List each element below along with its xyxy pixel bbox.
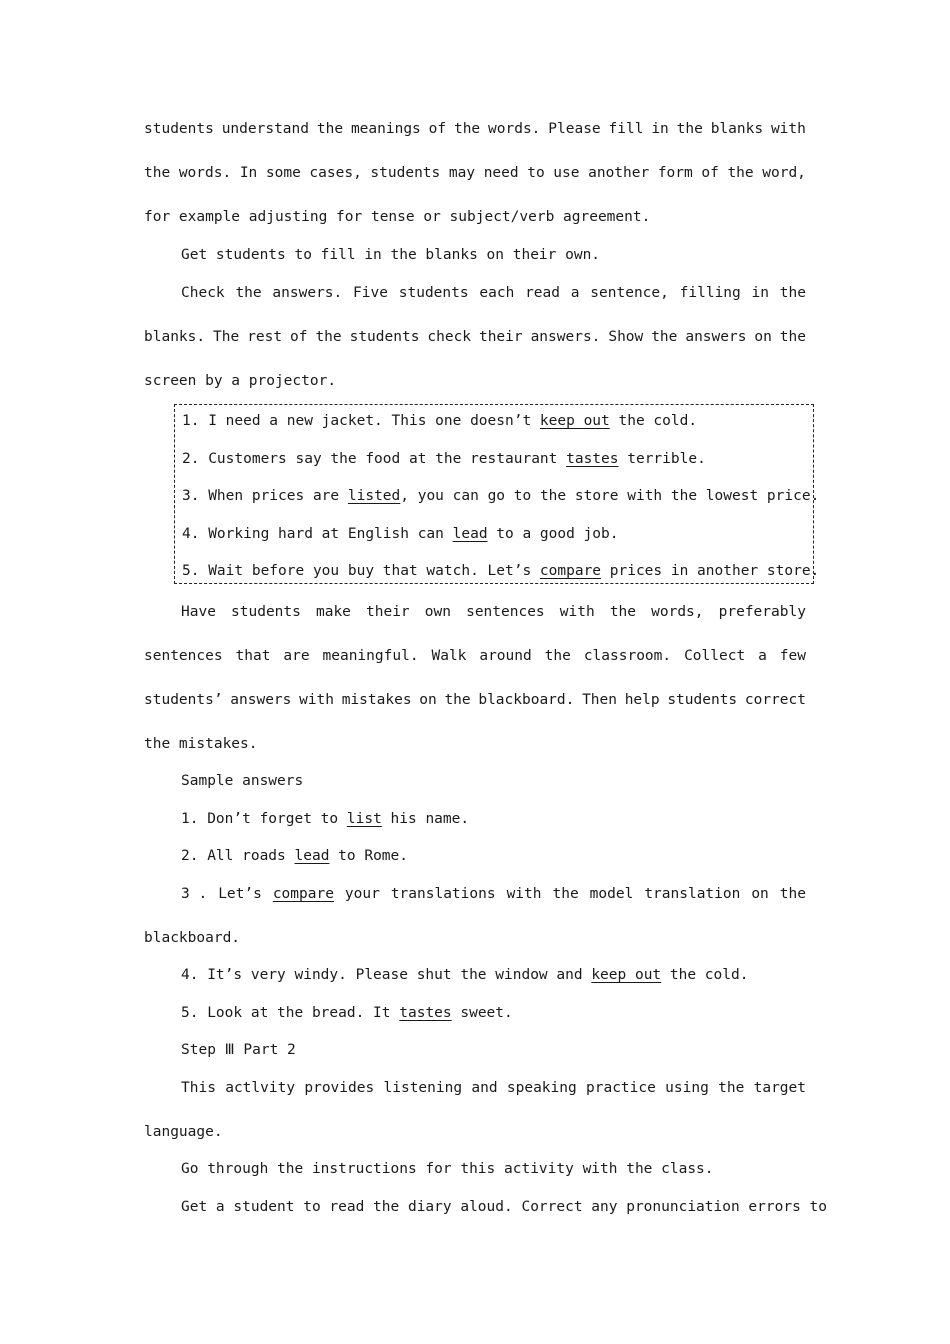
word: the bbox=[609, 604, 637, 620]
word: This bbox=[181, 1080, 216, 1096]
word: Check bbox=[181, 285, 225, 301]
para6: Go through the instructions for this activity with the class. bbox=[181, 1161, 714, 1177]
word: words. bbox=[488, 121, 541, 137]
word: with bbox=[770, 121, 806, 137]
sample-2: 2. All roads lead to Rome. bbox=[181, 848, 408, 864]
word: In bbox=[239, 165, 258, 181]
word: of bbox=[428, 121, 447, 137]
word: fill bbox=[608, 121, 644, 137]
word: on bbox=[754, 329, 772, 345]
word: Five bbox=[353, 285, 388, 301]
para4-line4: the mistakes. bbox=[144, 736, 258, 752]
word: the bbox=[718, 1080, 745, 1096]
word: with bbox=[559, 604, 595, 620]
word: students’ bbox=[144, 692, 223, 708]
word: the bbox=[316, 121, 344, 137]
word: make bbox=[315, 604, 351, 620]
word: answers. bbox=[530, 329, 601, 345]
para2: Get students to fill in the blanks on their own. bbox=[181, 247, 601, 263]
word: using bbox=[665, 1080, 709, 1096]
word: are bbox=[283, 648, 310, 664]
word: on bbox=[751, 886, 769, 902]
word: word, bbox=[762, 165, 806, 181]
sample-heading: Sample answers bbox=[181, 773, 304, 789]
word: Collect bbox=[684, 648, 746, 664]
word: of bbox=[290, 329, 308, 345]
word: in bbox=[751, 285, 770, 301]
word: their bbox=[366, 604, 410, 620]
word: a bbox=[570, 285, 580, 301]
word: provides bbox=[304, 1080, 375, 1096]
word: practice bbox=[586, 1080, 656, 1096]
word: sentences bbox=[466, 604, 545, 620]
word: words, bbox=[651, 604, 704, 620]
box-sentence-5: 5. Wait before you buy that watch. Let’s compare prices in another store. bbox=[182, 563, 820, 579]
word: few bbox=[779, 648, 806, 664]
sample-5: 5. Look at the bread. It tastes sweet. bbox=[181, 1005, 513, 1021]
word: The bbox=[213, 329, 240, 345]
word: of bbox=[701, 165, 719, 181]
word: the bbox=[144, 165, 171, 181]
word: Let’s bbox=[218, 886, 262, 902]
word: the bbox=[676, 121, 703, 137]
word: words. bbox=[178, 165, 232, 181]
word: read bbox=[525, 285, 560, 301]
word: their bbox=[478, 329, 523, 345]
word: the bbox=[727, 165, 754, 181]
word: with bbox=[299, 692, 335, 708]
word: Please bbox=[548, 121, 601, 137]
box-sentence-2: 2. Customers say the food at the restaurant tastes terrible. bbox=[182, 451, 706, 467]
para3-line3: screen by a projector. bbox=[144, 373, 337, 389]
word: filling bbox=[679, 285, 741, 301]
word: cases, bbox=[309, 165, 362, 181]
word: meaningful. bbox=[322, 648, 419, 664]
word: 3 . bbox=[181, 886, 208, 902]
word: rest bbox=[247, 329, 283, 345]
sample-3-line2: blackboard. bbox=[144, 930, 241, 946]
word: translation bbox=[644, 886, 741, 902]
box-sentence-3: 3. When prices are listed, you can go to the store with the lowest price. bbox=[182, 488, 820, 504]
word: students bbox=[370, 165, 441, 181]
word: compare bbox=[272, 886, 334, 902]
sample-4: 4. It’s very windy. Please shut the window and keep out the cold. bbox=[181, 967, 749, 983]
word: the bbox=[552, 886, 579, 902]
word: some bbox=[265, 165, 301, 181]
word: sentences bbox=[144, 648, 223, 664]
word: the bbox=[779, 285, 806, 301]
word: Then bbox=[582, 692, 617, 708]
para3-line1 bbox=[181, 283, 806, 303]
word: on bbox=[419, 692, 437, 708]
word: own bbox=[424, 604, 451, 620]
word: classroom. bbox=[583, 648, 672, 664]
word: students bbox=[667, 692, 738, 708]
word: may bbox=[448, 165, 476, 181]
word: the bbox=[235, 285, 262, 301]
sample-1: 1. Don’t forget to list his name. bbox=[181, 811, 470, 827]
word: the bbox=[779, 329, 806, 345]
word: understand bbox=[221, 121, 310, 137]
word: preferably bbox=[718, 604, 806, 620]
word: a bbox=[758, 648, 767, 664]
word: form bbox=[657, 165, 693, 181]
word: students bbox=[231, 604, 301, 620]
word: Show bbox=[608, 329, 644, 345]
word: Walk bbox=[431, 648, 467, 664]
sample-3-line1 bbox=[181, 884, 806, 904]
para4-line3 bbox=[144, 690, 806, 710]
word: correct bbox=[744, 692, 806, 708]
word: and bbox=[471, 1080, 498, 1096]
para4-line2 bbox=[144, 646, 806, 666]
word: to bbox=[527, 165, 545, 181]
word: answers bbox=[685, 329, 747, 345]
word: listening bbox=[383, 1080, 463, 1096]
word: meanings bbox=[350, 121, 421, 137]
word: blackboard. bbox=[478, 692, 575, 708]
word: answers. bbox=[272, 285, 343, 301]
word: with bbox=[506, 886, 542, 902]
para4-line1 bbox=[181, 602, 806, 622]
box-sentence-4: 4. Working hard at English can lead to a good job. bbox=[182, 526, 619, 542]
word: answers bbox=[230, 692, 292, 708]
word: target bbox=[753, 1080, 806, 1096]
word: blanks. bbox=[144, 329, 206, 345]
para1-line1 bbox=[144, 119, 806, 139]
word: speaking bbox=[506, 1080, 577, 1096]
word: the bbox=[779, 886, 806, 902]
para1-line2 bbox=[144, 163, 806, 183]
word: the bbox=[544, 648, 571, 664]
word: your bbox=[344, 886, 380, 902]
word: actlvity bbox=[225, 1080, 296, 1096]
word: translations bbox=[390, 886, 496, 902]
para1-line3: for example adjusting for tense or subject/verb agreement. bbox=[144, 209, 651, 225]
word: in bbox=[651, 121, 669, 137]
word: the bbox=[651, 329, 678, 345]
word: sentence, bbox=[590, 285, 669, 301]
word: students bbox=[398, 285, 469, 301]
para5-line2: language. bbox=[144, 1124, 223, 1140]
word: Have bbox=[181, 604, 216, 620]
word: need bbox=[483, 165, 519, 181]
word: another bbox=[588, 165, 650, 181]
word: the bbox=[444, 692, 471, 708]
word: students bbox=[144, 121, 214, 137]
word: model bbox=[589, 886, 634, 902]
para3-line2 bbox=[144, 327, 806, 347]
word: around bbox=[479, 648, 532, 664]
word: the bbox=[453, 121, 481, 137]
word: students bbox=[349, 329, 420, 345]
box-sentence-1: 1. I need a new jacket. This one doesn’t keep out the cold. bbox=[182, 413, 698, 429]
word: mistakes bbox=[341, 692, 412, 708]
word: help bbox=[624, 692, 660, 708]
para5-line1 bbox=[181, 1078, 806, 1098]
word: use bbox=[553, 165, 580, 181]
word: that bbox=[235, 648, 271, 664]
word: the bbox=[315, 329, 342, 345]
word: each bbox=[479, 285, 515, 301]
word: blanks bbox=[710, 121, 764, 137]
word: check bbox=[427, 329, 472, 345]
para7: Get a student to read the diary aloud. Correct any pronunciation errors to bbox=[181, 1199, 828, 1215]
step-heading: Step Ⅲ Part 2 bbox=[181, 1042, 296, 1058]
